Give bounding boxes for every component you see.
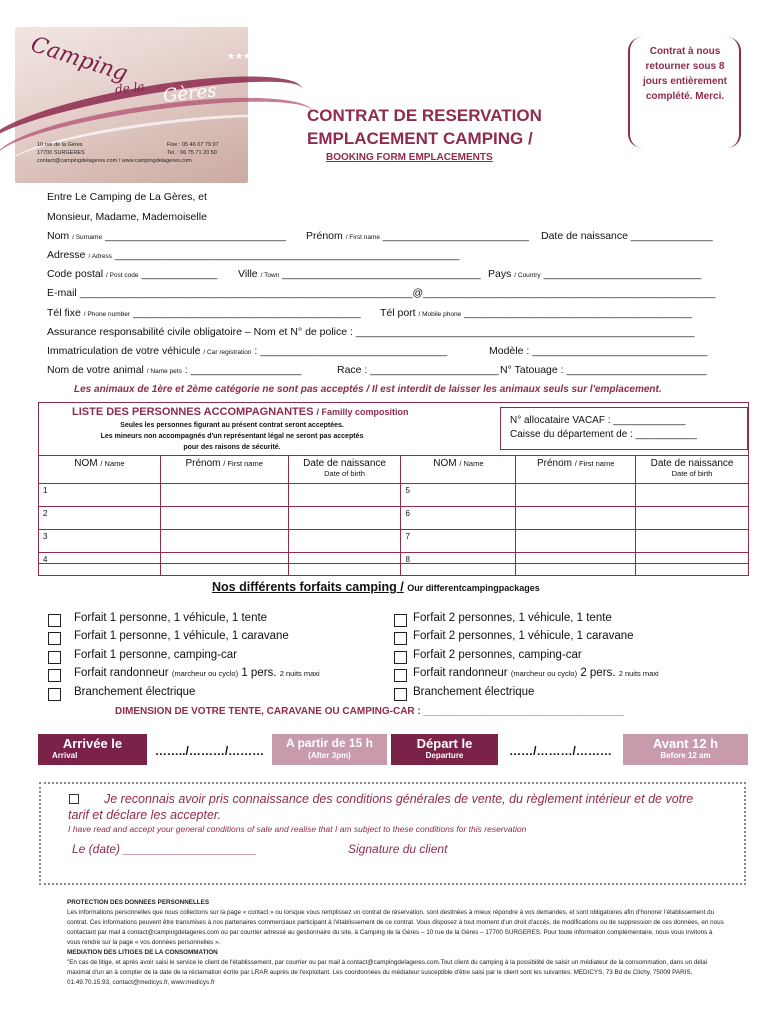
- pays-field[interactable]: ___________________________: [543, 268, 702, 280]
- arrival-en-label: Arrival: [52, 751, 78, 760]
- caisse-field[interactable]: Caisse du département de : ___________: [510, 429, 697, 440]
- animal-label: Nom de votre animal: [47, 364, 144, 376]
- package-checkbox[interactable]: [394, 632, 407, 645]
- departure-date-blank: ……/………/………: [509, 744, 612, 758]
- table-row: [39, 484, 749, 507]
- prenom-label: Prénom: [306, 230, 343, 242]
- row-number[interactable]: 5: [401, 484, 516, 507]
- camping-logo: [15, 27, 252, 183]
- package-option-label: Forfait 1 personne, camping-car: [74, 649, 237, 661]
- rando-pers: 2 pers.: [580, 667, 616, 679]
- date-field[interactable]: Le (date) ____________________: [72, 842, 257, 856]
- arrival-time-en: (After 3pm): [308, 751, 351, 760]
- country-en-label: / Country: [514, 272, 541, 279]
- logo-word-geres: Gères: [162, 80, 218, 107]
- cp-label: Code postal: [47, 268, 104, 280]
- prenom-field[interactable]: _________________________: [382, 230, 529, 242]
- package-checkbox[interactable]: [48, 688, 61, 701]
- privacy-heading: PROTECTION DES DONNEES PERSONNELLES: [67, 899, 210, 906]
- packages-title-fr: Nos différents forfaits camping /: [212, 580, 404, 594]
- address-line: 10 rue de la Gères: [37, 142, 83, 148]
- arrival-label: Arrivée le: [62, 736, 123, 751]
- immat-label: Immatriculation de votre véhicule: [47, 345, 201, 357]
- logo-contact: contact@campingdelageres.com / www.campingdelageres.com: [37, 158, 192, 164]
- logo-word-camping: Camping: [27, 32, 131, 87]
- name-row: [47, 230, 286, 242]
- telfixe-field[interactable]: _______________________________________: [132, 307, 361, 319]
- col-dob: [288, 456, 401, 484]
- row-number[interactable]: 3: [39, 530, 161, 553]
- package-checkbox[interactable]: [394, 614, 407, 627]
- persons-title: [72, 406, 409, 418]
- accept-text-2: tarif et déclare les accepter.: [68, 808, 222, 822]
- col-dob-en: Date of birth: [324, 469, 365, 478]
- cell[interactable]: [516, 507, 636, 530]
- col-prenom: [516, 456, 636, 484]
- title-line-2: EMPLACEMENT CAMPING /: [307, 129, 533, 148]
- mobile-line: Tel. : 06 75 71 20 50: [167, 150, 217, 156]
- package-checkbox[interactable]: [48, 669, 61, 682]
- package-checkbox[interactable]: [48, 632, 61, 645]
- signature-field[interactable]: Signature du client: [348, 842, 448, 856]
- package-checkbox[interactable]: [394, 651, 407, 664]
- col-name-en: / Name: [100, 459, 125, 468]
- phone-en-label: / Phone number: [83, 311, 131, 318]
- privacy-text: Les informations personnelles que nous collectons sur la page « contact » ou lorsque vous remplissez un contrat de réservation, sont destinées à mieux répondre à vos demandes, et sont obligatoires afin d'honorer l'établissement du contrat. Ces informations peuvent être transmises à nos partenaires commerciaux participant à l'établissement de ce contrat. Vous disposez à tout moment d'un droit d'accès, de modifications ou de suppression de ces données, en nous contactant par mail à contact@campingdelageres.com ou par courrier adressé au gestionnaire du site, à Camping de la Gères – 10 rue de la Gères – 17700 SURGERES. Pour toute information complémentaire, nous vous invitons à vous rendre sur la page « vos données personnelles ».: [67, 909, 724, 946]
- package-option-rando: [413, 667, 659, 679]
- rando-note: (marcheur ou cyclo): [171, 669, 239, 678]
- row-number[interactable]: 1: [39, 484, 161, 507]
- col-nom-label: NOM: [433, 458, 457, 469]
- table-row: [39, 530, 749, 553]
- col-firstname-en: / First name: [574, 459, 615, 468]
- mediation-text: "En cas de litige, et après avoir saisi le service le client de l'établissement, par courrier ou par mail à contact@campingdelageres.com.Tout client du camping à la possibilité de saisir un médiateur de la consommation, dans un délai maximal d'un an à compter de la date de la réclamation écrite par LRAR auprès de l'exploitant. Les coordonnées du médiateur susceptible d'être saisi par le client sont les suivantes: MEDICYS, 73 Bd de Clichy, 75009 PARIS, 01.49.70.15.93, contact@medicys.fr, www.medicys.fr: [67, 959, 708, 986]
- persons-title-fr: LISTE DES PERSONNES ACCOMPAGNANTES: [72, 406, 314, 418]
- cell[interactable]: [288, 553, 401, 576]
- phone-line: Fixe : 05 46 07 79 97: [167, 142, 219, 148]
- intro-line-2: Monsieur, Madame, Mademoiselle: [47, 211, 207, 223]
- col-prenom-label: Prénom: [537, 458, 573, 469]
- email-label: E-mail: [47, 287, 77, 299]
- privacy-section: [67, 898, 727, 988]
- nom-label: Nom: [47, 230, 70, 242]
- package-option-label: Forfait 1 personne, 1 véhicule, 1 tente: [74, 612, 268, 624]
- cell[interactable]: [516, 530, 636, 553]
- row-number[interactable]: 7: [401, 530, 516, 553]
- arrival-time-cell: [272, 734, 387, 765]
- intro-line-1: Entre Le Camping de La Gères, et: [47, 191, 207, 203]
- model-field[interactable]: Modèle : ______________________________: [489, 345, 708, 357]
- packages-title-en: Our differentcampingpackages: [407, 583, 540, 593]
- ville-label: Ville: [238, 268, 258, 280]
- package-option-rando: [74, 667, 320, 679]
- vacaf-field[interactable]: N° allocataire VACAF : _____________: [510, 415, 686, 426]
- immat-field[interactable]: : ________________________________: [254, 345, 448, 357]
- row-number[interactable]: 8: [401, 553, 516, 576]
- package-checkbox[interactable]: [48, 651, 61, 664]
- cell[interactable]: [636, 507, 749, 530]
- cell[interactable]: [636, 484, 749, 507]
- cell[interactable]: [288, 530, 401, 553]
- departure-time-en: Before 12 am: [660, 751, 711, 760]
- package-option-label: Forfait 1 personne, 1 véhicule, 1 caravane: [74, 630, 289, 642]
- email-row: [47, 287, 723, 299]
- rando-nights: 2 nuits maxi: [279, 669, 320, 678]
- firstname-row: [306, 230, 529, 242]
- pays-label: Pays: [488, 268, 512, 280]
- rando-label: Forfait randonneur: [74, 667, 169, 679]
- mobile-row: [380, 307, 692, 319]
- town-row: [238, 268, 481, 280]
- col-prenom: [160, 456, 288, 484]
- mediation-heading: MEDIATION DES LITIGES DE LA CONSOMMATION: [67, 949, 218, 956]
- logo-phones: [167, 141, 219, 157]
- logo-word-dela: de la: [114, 79, 146, 97]
- telport-label: Tél port: [380, 307, 416, 319]
- persons-table: [38, 455, 749, 576]
- cell[interactable]: [516, 484, 636, 507]
- persons-note: Les mineurs non accompagnés d'un représentant légal ne seront pas acceptés: [100, 433, 364, 440]
- dob-field[interactable]: ______________: [630, 230, 713, 242]
- package-option-label: Branchement électrique: [413, 686, 535, 698]
- postcode-row: [47, 268, 217, 280]
- carreg-en-label: / Car registration: [203, 349, 252, 356]
- dob-row: [541, 230, 713, 242]
- departure-date-field[interactable]: [498, 734, 623, 765]
- car-reg-row: [47, 345, 447, 357]
- arrival-date-blank: ……../………/………: [154, 744, 265, 758]
- departure-en-label: Departure: [425, 751, 464, 760]
- adresse-field[interactable]: ___________________________________________________________: [114, 249, 460, 261]
- accept-text-en: I have read and accept your general conditions of sale and realise that I am subject to these conditions for this reservation: [68, 824, 527, 834]
- address-row: [47, 249, 459, 261]
- cell[interactable]: [288, 484, 401, 507]
- breed-field[interactable]: Race : ______________________: [337, 364, 499, 376]
- phone-row: [47, 307, 361, 319]
- adress-en-label: / Adress: [88, 253, 112, 260]
- dimension-field[interactable]: DIMENSION DE VOTRE TENTE, CARAVANE OU CAMPING-CAR : ____________________________________: [115, 706, 624, 717]
- package-checkbox[interactable]: [394, 669, 407, 682]
- persons-note: Seules les personnes figurant au présent contrat seront acceptées.: [120, 422, 344, 429]
- rando-pers: 1 pers.: [241, 667, 277, 679]
- packages-title: [212, 580, 540, 594]
- persons-title-en: / Familly composition: [316, 407, 409, 417]
- pet-row: [47, 364, 302, 376]
- postcode-en-label: / Post code: [105, 272, 139, 279]
- arrival-date-field[interactable]: [147, 734, 272, 765]
- subtitle: BOOKING FORM EMPLACEMENTS: [326, 152, 493, 163]
- row-number[interactable]: 4: [39, 553, 161, 576]
- package-option-label: Forfait 2 personnes, camping-car: [413, 649, 582, 661]
- animal-field[interactable]: : ___________________: [184, 364, 302, 376]
- cell[interactable]: [636, 530, 749, 553]
- table-row: [39, 507, 749, 530]
- address-line: 17700 SURGERES: [37, 150, 85, 156]
- return-note: Contrat à nous retourner sous 8 jours entièrement complété. Merci.: [643, 46, 727, 102]
- persons-note: pour des raisons de sécurité.: [183, 444, 281, 451]
- package-checkbox[interactable]: [48, 614, 61, 627]
- cell[interactable]: [288, 507, 401, 530]
- cell[interactable]: [516, 553, 636, 576]
- row-number[interactable]: 2: [39, 507, 161, 530]
- ville-field[interactable]: __________________________________: [282, 268, 481, 280]
- telport-field[interactable]: _______________________________________: [464, 307, 692, 319]
- departure-label-cell: [391, 734, 498, 765]
- departure-label: Départ le: [416, 736, 473, 751]
- country-row: [488, 268, 701, 280]
- logo-stars: ★★★: [227, 51, 252, 61]
- col-nom: [401, 456, 516, 484]
- col-nom-label: NOM: [74, 458, 98, 469]
- animals-warning: Les animaux de 1ère et 2ème catégorie ne sont pas acceptés / Il est interdit de laisser les animaux seuls sur l'emplacement.: [74, 384, 662, 395]
- cell[interactable]: [636, 553, 749, 576]
- telfixe-label: Tél fixe: [47, 307, 81, 319]
- col-firstname-en: / First name: [223, 459, 263, 468]
- col-dob: [636, 456, 749, 484]
- rando-label: Forfait randonneur: [413, 667, 508, 679]
- package-option-label: Branchement électrique: [74, 686, 196, 698]
- row-number[interactable]: 6: [401, 507, 516, 530]
- accept-text-1: Je reconnais avoir pris connaissance des conditions générales de vente, du règlement intérieur et de votre: [104, 792, 694, 806]
- email-field[interactable]: _________________________________________________________@__________________________________________________: [79, 287, 716, 299]
- cp-field[interactable]: _____________: [141, 268, 218, 280]
- insurance-row[interactable]: Assurance responsabilité civile obligatoire – Nom et N° de police : __________________________________________________________: [47, 326, 695, 338]
- arrival-time: A partir de 15 h: [286, 736, 373, 750]
- accept-checkbox[interactable]: [69, 794, 79, 804]
- dob-label: Date de naissance: [541, 230, 628, 242]
- col-nom: [39, 456, 161, 484]
- col-prenom-label: Prénom: [185, 458, 221, 469]
- persons-notes: [82, 420, 382, 453]
- tattoo-field[interactable]: N° Tatouage : ________________________: [500, 364, 707, 376]
- rando-note: (marcheur ou cyclo): [510, 669, 578, 678]
- nom-field[interactable]: _______________________________: [105, 230, 287, 242]
- package-option-label: Forfait 2 personnes, 1 véhicule, 1 caravane: [413, 630, 634, 642]
- departure-time: Avant 12 h: [652, 736, 719, 751]
- cell[interactable]: [160, 484, 288, 507]
- town-en-label: / Town: [260, 272, 280, 279]
- departure-time-cell: [623, 734, 748, 765]
- surname-label: / Surname: [72, 234, 103, 241]
- col-dob-label: Date de naissance: [303, 458, 386, 469]
- table-row: [39, 553, 749, 576]
- col-dob-en: Date of birth: [671, 469, 713, 478]
- adresse-label: Adresse: [47, 249, 86, 261]
- table-header-row: [39, 456, 749, 484]
- rando-nights: 2 nuits maxi: [618, 669, 659, 678]
- cell[interactable]: [160, 553, 288, 576]
- mobile-en-label: / Mobile phone: [418, 311, 462, 318]
- logo-address: [37, 141, 85, 157]
- cell[interactable]: [160, 507, 288, 530]
- arrival-label-cell: [38, 734, 147, 765]
- pets-en-label: / Name pets: [146, 368, 182, 375]
- col-dob-label: Date de naissance: [650, 458, 734, 469]
- title-line-1: CONTRAT DE RESERVATION: [307, 106, 542, 125]
- package-checkbox[interactable]: [394, 688, 407, 701]
- firstname-label: / First name: [345, 234, 380, 241]
- package-option-label: Forfait 2 personnes, 1 véhicule, 1 tente: [413, 612, 612, 624]
- col-name-en: / Name: [459, 459, 484, 468]
- cell[interactable]: [160, 530, 288, 553]
